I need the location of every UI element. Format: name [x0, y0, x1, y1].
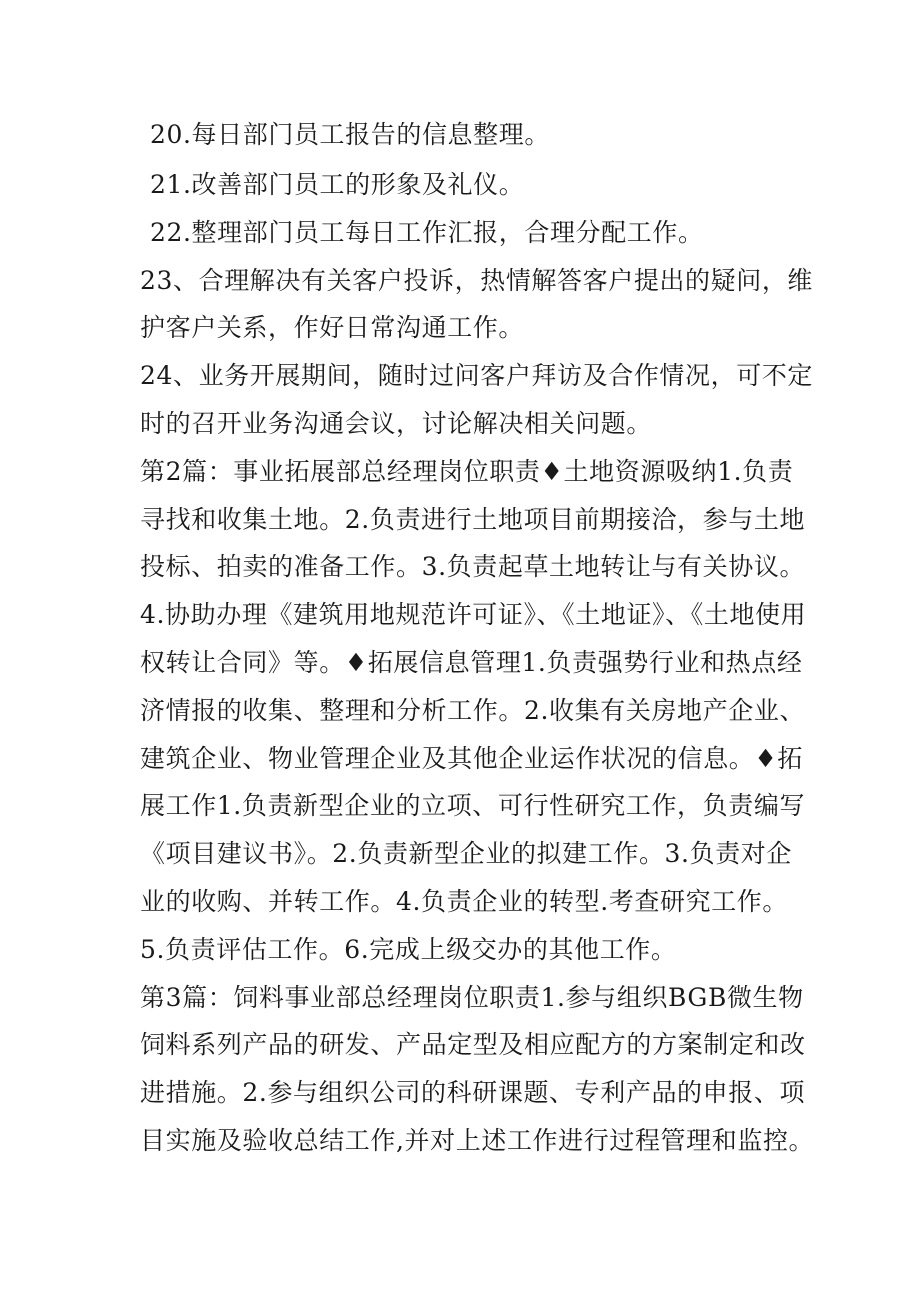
text-line: 饲料系列产品的研发、产品定型及相应配方的方案制定和改: [140, 1030, 806, 1059]
text-line: 时的召开业务沟通会议，讨论解决相关问题。: [140, 409, 653, 438]
text-line: 护客户关系，作好日常沟通工作。: [140, 313, 525, 342]
text-line: 目实施及验收总结工作,并对上述工作进行过程管理和监控。: [140, 1126, 815, 1155]
text-line: 23、合理解决有关客户投诉，热情解答客户提出的疑问，维: [140, 266, 814, 295]
text-line: 24、业务开展期间，随时过问客户拜访及合作情况，可不定: [140, 361, 814, 390]
text-line: 济情报的收集、整理和分析工作。2.收集有关房地产企业、: [140, 696, 806, 725]
text-line: 4.协助办理《建筑用地规范许可证》、《土地证》、《土地使用: [140, 600, 807, 629]
text-line: 寻找和收集土地。2.负责进行土地项目前期接洽，参与土地: [140, 505, 806, 534]
text-line: 21.改善部门员工的形象及礼仪。: [150, 170, 525, 199]
text-line: 第3篇：饲料事业部总经理岗位职责1.参与组织BGB微生物: [140, 983, 804, 1012]
text-line: 投标、拍卖的准备工作。3.负责起草土地转让与有关协议。: [140, 552, 806, 581]
text-line: 建筑企业、物业管理企业及其他企业运作状况的信息。♦拓: [140, 744, 804, 773]
text-line: 《项目建议书》。2.负责新型企业的拟建工作。3.负责对企: [140, 839, 793, 868]
text-line: 权转让合同》等。♦拓展信息管理1.负责强势行业和热点经: [140, 648, 803, 677]
text-line: 20.每日部门员工报告的信息整理。: [150, 120, 550, 149]
text-line: 进措施。2.参与组织公司的科研课题、专利产品的申报、项: [140, 1078, 806, 1107]
text-line: 22.整理部门员工每日工作汇报，合理分配工作。: [150, 218, 704, 247]
text-line: 展工作1.负责新型企业的立项、可行性研究工作，负责编写: [140, 791, 806, 820]
text-line: 5.负责评估工作。6.完成上级交办的其他工作。: [140, 935, 677, 964]
text-line: 第2篇：事业拓展部总经理岗位职责♦土地资源吸纳1.负责: [140, 457, 794, 486]
text-line: 业的收购、并转工作。4.负责企业的转型.考查研究工作。: [140, 887, 789, 916]
